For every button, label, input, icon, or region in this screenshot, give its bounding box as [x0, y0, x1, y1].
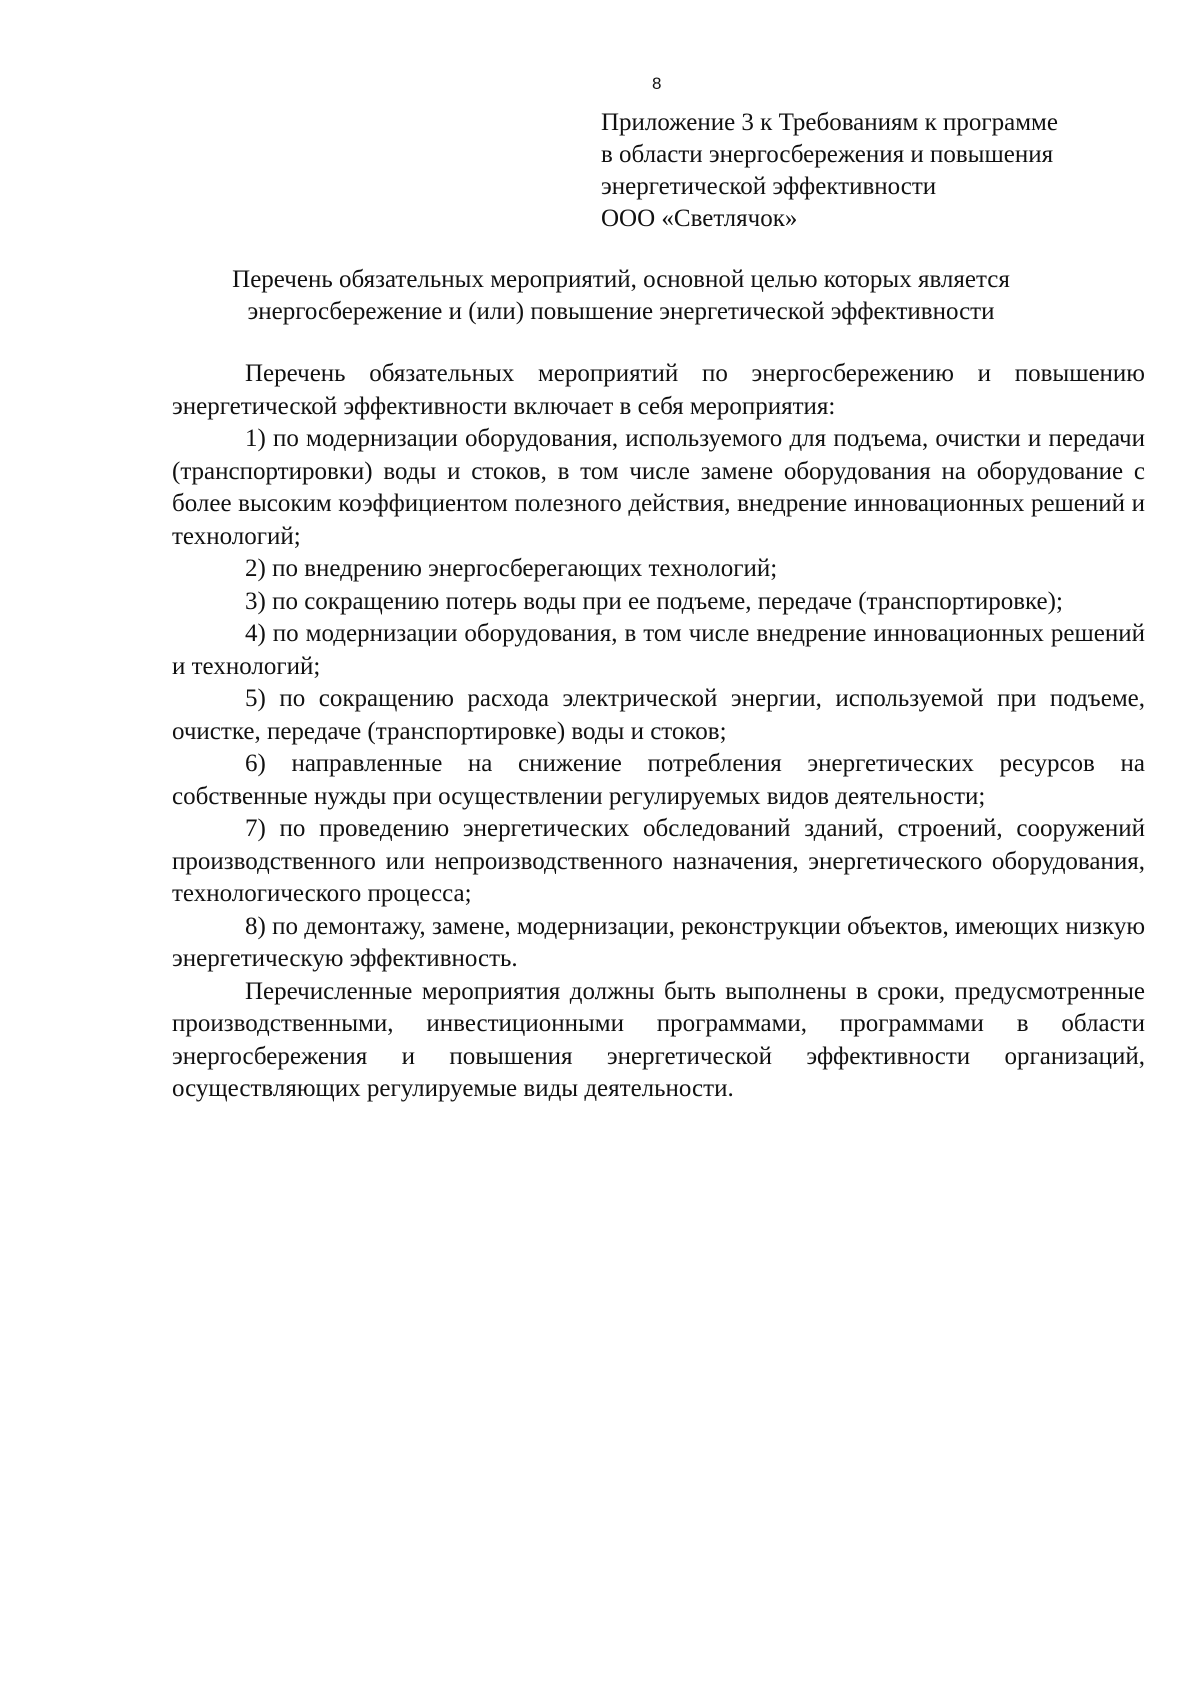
- appendix-line: ООО «Светлячок»: [601, 205, 798, 232]
- document-title: [172, 264, 1070, 328]
- list-item: 3) по сокращению потерь воды при ее подъеме, передаче (транспортировке);: [245, 587, 1063, 615]
- title-line: Перечень обязательных мероприятий, основной целью которых является: [232, 266, 1010, 293]
- document-body: [172, 358, 1145, 1106]
- list-item: 5) по сокращению расхода электрической энергии, используемой при подъеме, очистке, передаче (транспортировке) воды и стоков;: [172, 685, 1145, 745]
- list-item: 2) по внедрению энергосберегающих технологий;: [245, 555, 778, 582]
- list-item: 8) по демонтажу, замене, модернизации, реконструкции объектов, имеющих низкую энергетическую эффективность.: [172, 912, 1145, 972]
- list-item: 1) по модернизации оборудования, используемого для подъема, очистки и передачи (транспортировки) воды и стоков, в том числе замене оборудования на оборудование с более высоким коэффициентом полезного действия, внедрение инновационных решений и технологий;: [172, 425, 1145, 550]
- appendix-line: Приложение 3 к Требованиям к программе: [601, 109, 1058, 136]
- title-line: энергосбережение и (или) повышение энергетической эффективности: [247, 298, 995, 325]
- closing-paragraph: Перечисленные мероприятия должны быть выполнены в сроки, предусмотренные производственными, инвестиционными программами, программами в области энергосбережения и повышения энергетической эффективности организаций, осуществляющих регулируемые виды деятельности.: [172, 977, 1145, 1102]
- list-item: 7) по проведению энергетических обследований зданий, строений, сооружений производственного или непроизводственного назначения, энергетического оборудования, технологического процесса;: [172, 815, 1145, 907]
- list-item: 6) направленные на снижение потребления энергетических ресурсов на собственные нужды при осуществлении регулируемых видов деятельности;: [172, 750, 1145, 810]
- appendix-header: [601, 107, 1161, 235]
- intro-paragraph: Перечень обязательных мероприятий по энергосбережению и повышению энергетической эффективности включает в себя мероприятия:: [172, 360, 1145, 420]
- page-number: 8: [652, 74, 662, 93]
- appendix-line: энергетической эффективности: [601, 173, 937, 200]
- list-item: 4) по модернизации оборудования, в том числе внедрение инновационных решений и технологий;: [172, 620, 1145, 680]
- appendix-line: в области энергосбережения и повышения: [601, 141, 1054, 168]
